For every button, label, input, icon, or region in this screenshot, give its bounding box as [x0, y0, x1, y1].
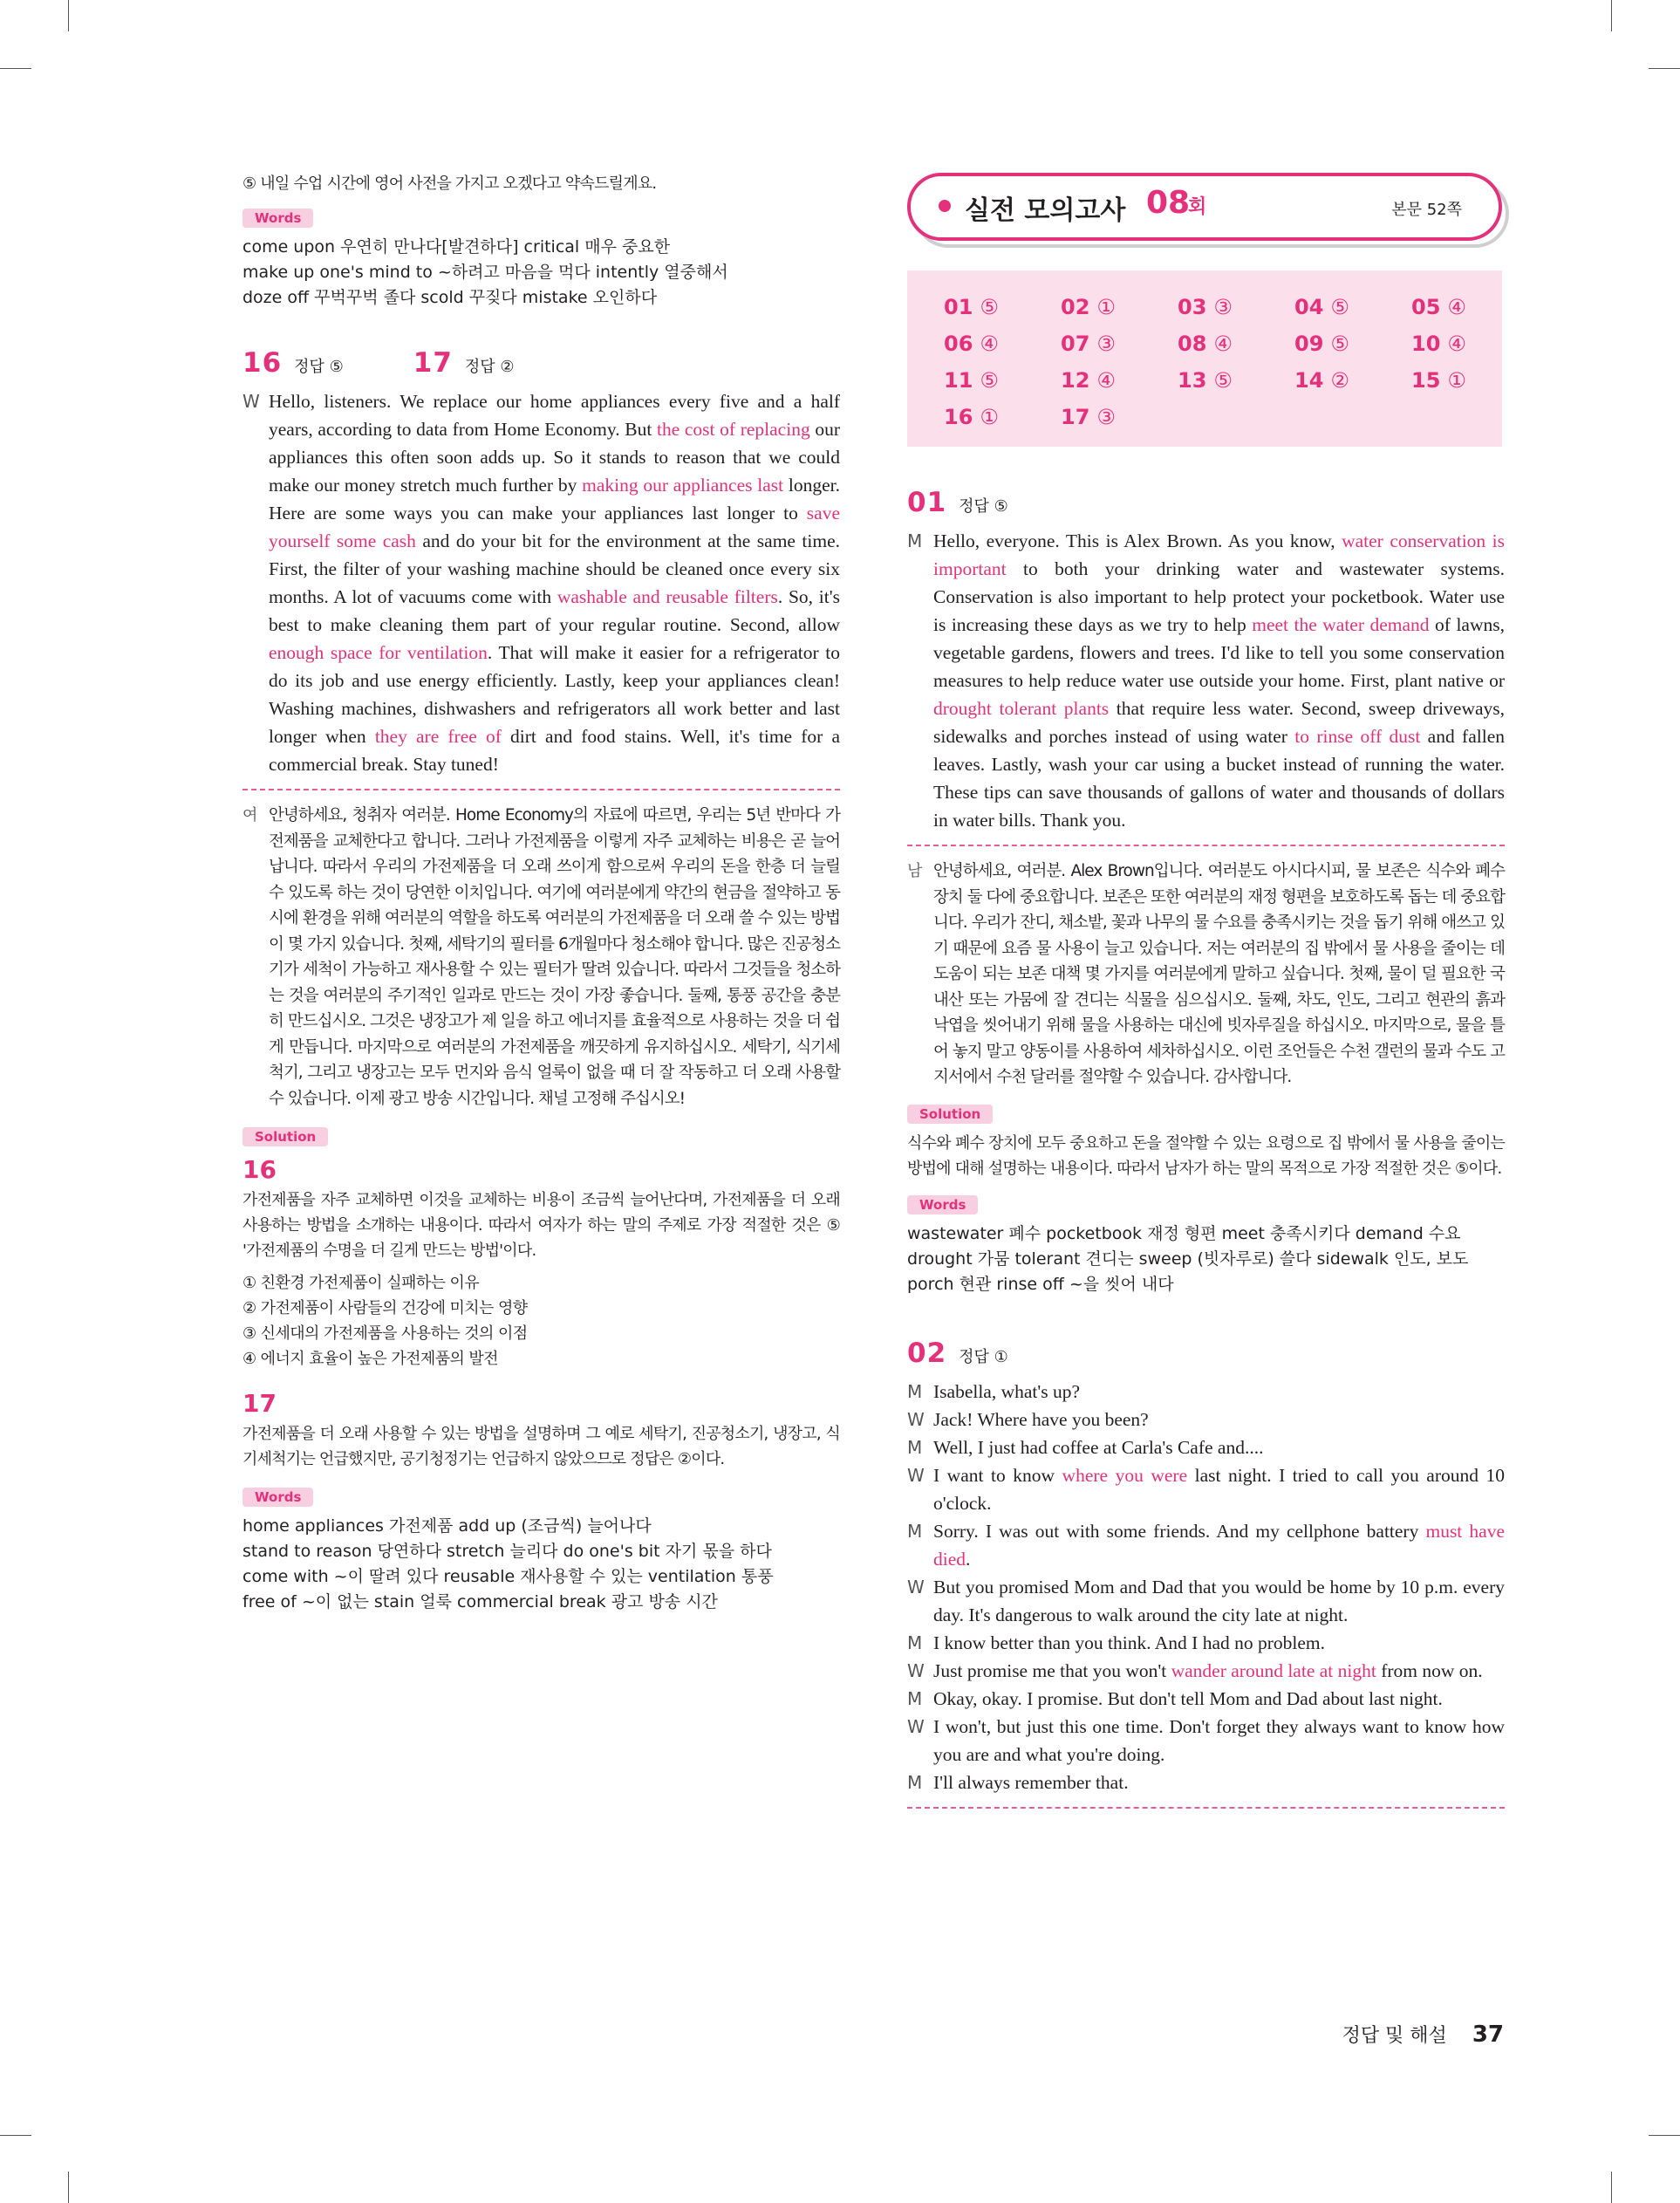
answer-item [1061, 295, 1116, 319]
answer-number: 08 [1178, 332, 1207, 356]
words-line: make up one's mind to ~하려고 마음을 먹다 intently 열중해서 [242, 263, 728, 282]
korean-translation [907, 859, 1505, 1091]
bullet-icon [939, 200, 951, 212]
speaker-label: W [907, 1408, 925, 1430]
words-tag: Words [907, 1195, 978, 1214]
script-text [933, 527, 1505, 834]
dialog-text [933, 1406, 1505, 1433]
answer-item [1411, 368, 1466, 393]
words-list [242, 235, 840, 311]
answer-choice: ⑤ [980, 295, 999, 319]
option-item: ① 친환경 가전제품이 실패하는 이유 [242, 1274, 480, 1292]
left-column [242, 171, 840, 1615]
words-line: drought 가뭄 tolerant 견디는 sweep (빗자루로) 쓸다 sidewalk 인도, 보도 [907, 1249, 1469, 1269]
script-segment: our appliances this often soon adds up. So it stands to reason that we could make our money stretch much further by [269, 419, 841, 496]
answer-item [1061, 368, 1116, 393]
dialog-text [933, 1629, 1505, 1657]
answer-number: 17 [1061, 405, 1090, 429]
dialog-line [907, 1713, 1505, 1769]
answer-item [1294, 295, 1349, 319]
crop-mark [0, 68, 31, 69]
answer-number: 15 [1411, 368, 1441, 393]
divider [907, 845, 1505, 846]
script-segment: Hello, listeners. We replace our home appliances every five and a half years, according to data from Home Economy. But [269, 391, 840, 440]
answer-label: 정답 ① [959, 1347, 1008, 1366]
answer-label: 정답 ⑤ [959, 497, 1008, 516]
words-line: come upon 우연히 만나다[발견하다] critical 매우 중요한 [242, 237, 671, 257]
crop-mark [1611, 2172, 1612, 2203]
answer-choice: ① [980, 405, 999, 429]
script-segment: Just promise me that you won't [933, 1659, 1171, 1681]
answer-number: 07 [1061, 332, 1090, 356]
answer-item [1294, 332, 1349, 356]
words-line: free of ~이 없는 stain 얼룩 commercial break 광고 방송 시간 [242, 1592, 718, 1611]
question-number: 02 [907, 1337, 947, 1369]
script-segment: Okay, okay. I promise. But don't tell Mom and Dad about last night. [933, 1687, 1443, 1709]
script-text [269, 387, 840, 778]
highlighted-phrase: they are free of [374, 726, 502, 747]
crop-mark [68, 0, 69, 31]
words-tag: Words [242, 1488, 313, 1507]
dialog-text [933, 1378, 1505, 1406]
answer-number: 16 [944, 405, 973, 429]
speaker-label: M [907, 1436, 923, 1458]
solution-tag: Solution [242, 1127, 328, 1146]
answer-key-grid [907, 270, 1502, 447]
answer-number: 14 [1294, 368, 1324, 393]
answer-number: 12 [1061, 368, 1090, 393]
words-line: stand to reason 당연하다 stretch 늘리다 do one's bit 자기 몫을 하다 [242, 1542, 772, 1561]
solution-number: 16 [242, 1155, 277, 1184]
answer-number: 03 [1178, 295, 1207, 319]
answer-choice: ⑤ [1213, 368, 1233, 393]
highlighted-phrase: enough space for ventilation [269, 642, 488, 663]
listening-script [242, 387, 840, 778]
header-test-number: 08 [1146, 185, 1191, 221]
answer-number: 11 [944, 368, 973, 393]
dialog-text [933, 1685, 1505, 1713]
speaker-label: W [907, 1464, 925, 1486]
speaker-label: M [907, 1687, 923, 1709]
option-item: ③ 신세대의 가전제품을 사용하는 것의 이점 [242, 1324, 528, 1343]
speaker-label: M [907, 530, 923, 551]
answer-item [944, 405, 999, 429]
answer-choice: ④ [1447, 332, 1466, 356]
script-segment: dirt and food stains. Well, it's time for a commercial break. Stay tuned! [269, 726, 841, 775]
answer-choice: ⑤ [980, 368, 999, 393]
answer-number: 09 [1294, 332, 1324, 356]
highlighted-phrase: meet the water demand [1252, 614, 1430, 635]
dialog-line [907, 1378, 1505, 1406]
words-list [242, 1514, 840, 1615]
crop-mark [1611, 0, 1612, 31]
highlighted-phrase: drought tolerant plants [933, 698, 1110, 719]
dialog-line [907, 1657, 1505, 1685]
dialog-text [933, 1517, 1505, 1573]
question-number: 17 [413, 347, 453, 379]
option-item: ② 가전제품이 사람들의 건강에 미치는 영향 [242, 1299, 528, 1317]
highlighted-phrase: where you were [1062, 1464, 1188, 1486]
dialog-text [933, 1461, 1505, 1517]
answer-item [1061, 405, 1116, 429]
dialog-line [907, 1461, 1505, 1517]
answer-item [1178, 368, 1233, 393]
answer-item [944, 295, 999, 319]
speaker-label: W [242, 391, 260, 412]
page-footer [1342, 2021, 1504, 2048]
solution-text: 가전제품을 더 오래 사용할 수 있는 방법을 설명하며 그 예로 세탁기, 진공청소기, 냉장고, 식기세척기는 언급했지만, 공기청정기는 언급하지 않았으므로 정답은 ②이다. [242, 1425, 840, 1468]
highlighted-phrase: the cost of replacing [656, 419, 810, 440]
words-line: home appliances 가전제품 add up (조금씩) 늘어나다 [242, 1516, 652, 1536]
question-header-01 [907, 487, 1505, 518]
answer-item [1411, 332, 1466, 356]
dialog-text [933, 1573, 1505, 1629]
script-segment: I'll always remember that. [933, 1771, 1129, 1793]
answer-choice: ④ [980, 332, 999, 356]
answer-choice: ④ [1096, 368, 1116, 393]
script-segment: Isabella, what's up? [933, 1380, 1081, 1402]
answer-choice: ④ [1447, 295, 1466, 319]
crop-mark [1649, 2135, 1680, 2136]
question-header-16-17 [242, 347, 840, 379]
highlighted-phrase: washable and reusable filters [557, 586, 778, 607]
answer-choice: ② [1330, 368, 1349, 393]
highlighted-phrase: save yourself some cash [269, 503, 840, 551]
answer-number: 10 [1411, 332, 1441, 356]
speaker-label: 여 [242, 806, 257, 824]
header-page-ref: 본문 52쪽 [1391, 201, 1462, 219]
dialog-line [907, 1629, 1505, 1657]
words-line: porch 현관 rinse off ~을 씻어 내다 [907, 1274, 1174, 1294]
header-suffix: 회 [1188, 196, 1207, 218]
crop-mark [0, 2135, 31, 2136]
page-number: 37 [1472, 2022, 1504, 2048]
dialog-line [907, 1517, 1505, 1573]
question-header-02 [907, 1338, 1505, 1369]
dialog-text [933, 1657, 1505, 1685]
answer-choice: ① [1096, 295, 1116, 319]
script-segment: that require less water. Second, sweep driveways, sidewalks and porches instead of using water [933, 698, 1506, 747]
solution-text: 가전제품을 자주 교체하면 이것을 교체하는 비용이 조금씩 늘어난다며, 가전제품을 더 오래 사용하는 방법을 소개하는 내용이다. 따라서 여자가 하는 말의 주제로 가장 적절한 것은 ⑤ '가전제품의 수명을 더 길게 만드는 방법'이다. [242, 1191, 840, 1260]
script-segment: longer. Here are some ways you can make your appliances last longer to [269, 475, 840, 523]
dialog-text [933, 1713, 1505, 1769]
answer-choice: ③ [1096, 405, 1116, 429]
korean-translation [242, 803, 840, 1112]
words-tag: Words [242, 209, 313, 228]
dialog-text [933, 1769, 1505, 1796]
script-segment: . So, it's best to make cleaning them part of your regular routine. Second, allow [269, 586, 840, 635]
speaker-label: M [907, 1520, 923, 1542]
script-segment: . [966, 1548, 971, 1570]
divider [242, 789, 840, 790]
option-item: ④ 에너지 효율이 높은 가전제품의 발전 [242, 1350, 498, 1368]
words-line: doze off 꾸벅꾸벅 졸다 scold 꾸짖다 mistake 오인하다 [242, 288, 658, 307]
highlighted-phrase: wander around late at night [1171, 1659, 1376, 1681]
script-segment: I know better than you think. And I had no problem. [933, 1632, 1326, 1653]
listening-script [907, 527, 1505, 834]
dialog-line [907, 1685, 1505, 1713]
test-header [907, 173, 1502, 241]
highlighted-phrase: water conservation is important [933, 530, 1506, 579]
answer-choice: ④ [1213, 332, 1233, 356]
translation-text: 안녕하세요, 청취자 여러분. Home Economy의 자료에 따르면, 우리는 5년 반마다 가전제품을 교체한다고 합니다. 그러나 가전제품을 이렇게 자주 교체하는 비용은 곧 늘어납니다. 따라서 우리의 가전제품을 더 오래 쓰이게 함으로써 우리의 돈을 한층 더 늘릴 수 있도록 하는 것이 당연한 이치입니다. 여기에 여러분에게 약간의 현금을 절약하고 동시에 환경을 위해 여러분의 역할을 하도록 여러분의 가전제품을 더 오래 쓸 수 있는 방법이 몇 가지 있습니다. 첫째, 세탁기의 필터를 6개월마다 청소해야 합니다. 많은 진공청소기가 세척이 가능하고 재사용할 수 있는 필터가 딸려 있습니다. 따라서 그것들을 청소하는 것을 여러분의 주기적인 일과로 만드는 것이 가장 좋습니다. 둘째, 통풍 공간을 충분히 만드십시오. 그것은 냉장고가 제 일을 하고 에너지를 효율적으로 사용하는 것을 더 쉽게 만듭니다. 마지막으로 여러분의 가전제품을 깨끗하게 유지하십시오. 세탁기, 식기세척기, 그리고 냉장고는 모두 먼지와 음식 얼룩이 없을 때 더 잘 작동하고 더 오래 사용할 수 있습니다. 이제 광고 방송 시간입니다. 채널 고정해 주십시오! [269, 806, 840, 1108]
answer-choice: ③ [1213, 295, 1233, 319]
script-segment: of lawns, vegetable gardens, flowers and trees. I'd like to tell you some conservation measures to help reduce water use outside your home. First, plant native or [933, 614, 1505, 691]
answer-item [1294, 368, 1349, 393]
dialog-line [907, 1769, 1505, 1796]
answer-number: 01 [944, 295, 973, 319]
answer-number: 02 [1061, 295, 1090, 319]
answer-number: 05 [1411, 295, 1441, 319]
script-segment: Hello, everyone. This is Alex Brown. As you know, [933, 530, 1342, 551]
translation-text: 안녕하세요, 여러분. Alex Brown입니다. 여러분도 아시다시피, 물 보존은 식수와 폐수 장치 둘 다에 중요합니다. 보존은 또한 여러분의 재정 형편을 보호하도록 돕는 데 중요합니다. 우리가 잔디, 채소밭, 꽃과 나무의 물 수요를 충족시키는 것을 돕기 위해 애쓰고 있기 때문에 요즘 물 사용이 늘고 있습니다. 저는 여러분의 집 밖에서 물 사용을 줄이는 데 도움이 되는 보존 대책 몇 가지를 여러분에게 말하고 싶습니다. 첫째, 물이 덜 필요한 국내산 또는 가뭄에 잘 견디는 식물을 심으십시오. 둘째, 차도, 인도, 그리고 현관의 흙과 낙엽을 씻어내기 위해 물을 사용하는 대신에 빗자루질을 하십시오. 마지막으로, 물을 틀어 놓지 말고 양동이를 사용하여 세차하십시오. 이런 조언들은 수천 갤런의 물과 수도 고지서에서 수천 달러를 절약할 수 있습니다. 감사합니다. [933, 862, 1505, 1086]
words-line: wastewater 폐수 pocketbook 재정 형편 meet 충족시키다 demand 수요 [907, 1223, 1461, 1243]
divider [907, 1807, 1505, 1809]
dialog [907, 1378, 1505, 1796]
highlighted-phrase: to rinse off dust [1294, 726, 1421, 747]
answer-item [1061, 332, 1116, 356]
previous-answer-line: ⑤ 내일 수업 시간에 영어 사전을 가지고 오겠다고 약속드릴게요. [242, 174, 657, 193]
question-number: 01 [907, 487, 947, 518]
answer-item [1178, 332, 1233, 356]
script-segment: and do your bit for the environment at the same time. First, the filter of your washing machine should be cleaned once every six months. A lot of vacuums come with [269, 530, 840, 607]
words-line: come with ~이 딸려 있다 reusable 재사용할 수 있는 ventilation 통풍 [242, 1567, 774, 1586]
speaker-label: M [907, 1632, 923, 1653]
script-segment: to both your drinking water and wastewater systems. Conservation is also important to help protect your pocketbook. Water use is increasing these days as we try to help [933, 558, 1505, 635]
dialog-line [907, 1433, 1505, 1461]
script-segment: Sorry. I was out with some friends. And my cellphone battery [933, 1520, 1426, 1542]
script-segment: from now on. [1376, 1659, 1483, 1681]
crop-mark [68, 2172, 69, 2203]
speaker-label: M [907, 1380, 923, 1402]
answer-item [1411, 295, 1466, 319]
script-segment: Well, I just had coffee at Carla's Cafe and.... [933, 1436, 1264, 1458]
solution-tag: Solution [907, 1105, 993, 1124]
answer-number: 04 [1294, 295, 1324, 319]
answer-choice: ⑤ [1330, 332, 1349, 356]
script-segment: . That will make it easier for a refrigerator to do its job and use energy efficiently. Lastly, keep your appliances clean! Washing machines, dishwashers and refrigerators all work better and last longer when [269, 642, 840, 747]
right-column [907, 487, 1505, 1821]
speaker-label: 남 [907, 862, 922, 880]
solution-text: 식수와 폐수 장치에 모두 중요하고 돈을 절약할 수 있는 요령으로 집 밖에서 물 사용을 줄이는 방법에 대해 설명하는 내용이다. 따라서 남자가 하는 말의 목적으로 가장 적절한 것은 ⑤이다. [907, 1133, 1505, 1178]
script-segment: I won't, but just this one time. Don't forget they always want to know how you are and what you're doing. [933, 1715, 1505, 1765]
dialog-text [933, 1433, 1505, 1461]
answer-choice: ⑤ [1330, 295, 1349, 319]
words-list [907, 1221, 1505, 1297]
solution-number: 17 [242, 1389, 277, 1418]
answer-label: 정답 ⑤ [294, 358, 344, 376]
answer-number: 13 [1178, 368, 1207, 393]
speaker-label: W [907, 1659, 925, 1681]
script-segment: Jack! Where have you been? [933, 1408, 1149, 1430]
dialog-line [907, 1573, 1505, 1629]
highlighted-phrase: making our appliances last [582, 475, 784, 496]
question-number: 16 [242, 347, 283, 379]
script-segment: I want to know [933, 1464, 1062, 1486]
answer-choice: ③ [1096, 332, 1116, 356]
script-segment: and fallen leaves. Lastly, wash your car using a bucket instead of running the water. These tips can save thousands of gallons of water and thousands of dollars in water bills. Thank you. [933, 726, 1505, 831]
answer-number: 06 [944, 332, 973, 356]
speaker-label: M [907, 1771, 923, 1793]
option-list [242, 1270, 840, 1372]
answer-choice: ① [1447, 368, 1466, 393]
speaker-label: W [907, 1576, 925, 1598]
answer-item [944, 332, 999, 356]
answer-label: 정답 ② [464, 358, 515, 376]
speaker-label: W [907, 1715, 925, 1737]
footer-label: 정답 및 해설 [1342, 2025, 1447, 2047]
header-title: 실전 모의고사 [965, 195, 1126, 226]
script-segment: But you promised Mom and Dad that you would be home by 10 p.m. every day. It's dangerous to walk around the city late at night. [933, 1576, 1505, 1625]
highlighted-phrase: must have died [933, 1520, 1505, 1570]
crop-mark [1649, 68, 1680, 69]
answer-item [944, 368, 999, 393]
dialog-line [907, 1406, 1505, 1433]
answer-item [1178, 295, 1233, 319]
script-segment: last night. I tried to call you around 10 o'clock. [933, 1464, 1506, 1514]
